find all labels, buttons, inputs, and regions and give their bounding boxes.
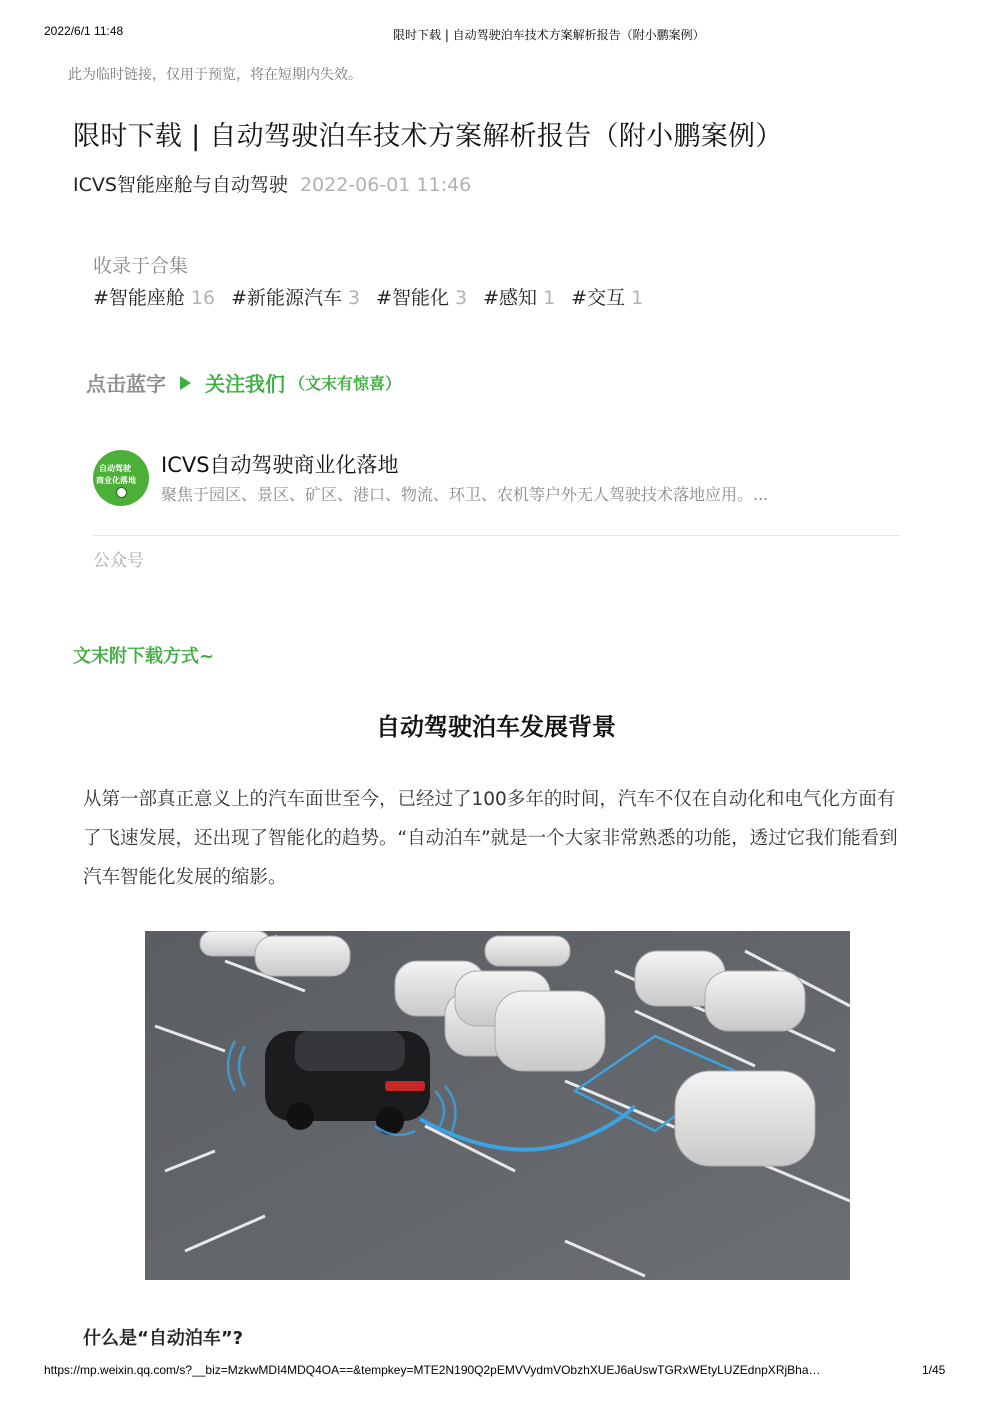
- tag-perception[interactable]: [483, 283, 555, 310]
- avatar-text-line1: 自动驾驶: [99, 464, 131, 473]
- card-divider: [93, 535, 901, 536]
- print-footer-page-number: 1/45: [922, 1363, 946, 1377]
- tag-interaction[interactable]: [571, 283, 643, 310]
- black-suv: [265, 1031, 430, 1135]
- avatar-text-line2: 商业化落地: [96, 476, 136, 485]
- tag-count: 3: [455, 287, 468, 309]
- account-name[interactable]: ICVS自动驾驶商业化落地: [161, 453, 399, 477]
- follow-main: 关注我们: [205, 372, 285, 396]
- tag-new-energy-vehicle[interactable]: [231, 283, 360, 310]
- temporary-link-notice: 此为临时链接，仅用于预览，将在短期内失效。: [68, 67, 362, 83]
- publish-time: 2022-06-01 11:46: [299, 174, 472, 196]
- subheading: 什么是“自动泊车”?: [83, 1328, 244, 1349]
- account-description: 聚焦于园区、景区、矿区、港口、物流、环卫、农机等户外无人驾驶技术落地应用。...: [161, 485, 769, 504]
- follow-suffix: （文末有惊喜）: [289, 374, 402, 393]
- account-avatar[interactable]: [93, 450, 149, 506]
- tag-count: 1: [631, 287, 644, 309]
- print-header-datetime: 2022/6/1 11:48: [44, 24, 124, 38]
- tag-name: #交互: [571, 287, 626, 309]
- body-paragraph: 从第一部真正意义上的汽车面世至今，已经过了100多年的时间，汽车不仅在自动化和电气化方面有了飞速发展，还出现了智能化的趋势。“自动泊车”就是一个大家非常熟悉的功能，透过它我们能看到汽车智能化发展的缩影。: [83, 789, 898, 888]
- tag-count: 1: [543, 287, 556, 309]
- tag-name: #智能座舱: [93, 287, 185, 309]
- collection-label: 收录于合集: [93, 255, 189, 277]
- print-footer-url: https://mp.weixin.qq.com/s?__biz=MzkwMDI4MDQ4OA==&tempkey=MTE2N190Q2pEMVVydmVObzhXUEJ6aUswTGRxWEtyLUZEdnpXRjBha…: [44, 1363, 821, 1377]
- article-meta: [73, 170, 471, 197]
- section-heading: 自动驾驶泊车发展背景: [376, 713, 616, 741]
- download-tip: 文末附下载方式~: [73, 646, 215, 667]
- avatar-emblem-icon: [116, 487, 127, 498]
- play-arrow-icon: [180, 376, 191, 390]
- account-type-label: 公众号: [93, 551, 144, 571]
- tag-name: #新能源汽车: [231, 287, 343, 309]
- follow-prefix: 点击蓝字: [86, 372, 166, 396]
- parking-lot-image: [145, 931, 850, 1280]
- tag-count: 3: [348, 287, 361, 309]
- tag-count: 16: [190, 287, 216, 309]
- tag-smart-cockpit[interactable]: [93, 283, 215, 310]
- author-link[interactable]: ICVS智能座舱与自动驾驶: [73, 174, 288, 196]
- follow-banner[interactable]: [86, 368, 401, 397]
- tag-intelligence[interactable]: [376, 283, 467, 310]
- print-header-title: 限时下载 | 自动驾驶泊车技术方案解析报告（附小鹏案例）: [393, 28, 705, 42]
- tag-name: #智能化: [376, 287, 450, 309]
- collection-tags: [93, 283, 643, 310]
- article-title: 限时下载 | 自动驾驶泊车技术方案解析报告（附小鹏案例）: [73, 121, 783, 152]
- tag-name: #感知: [483, 287, 538, 309]
